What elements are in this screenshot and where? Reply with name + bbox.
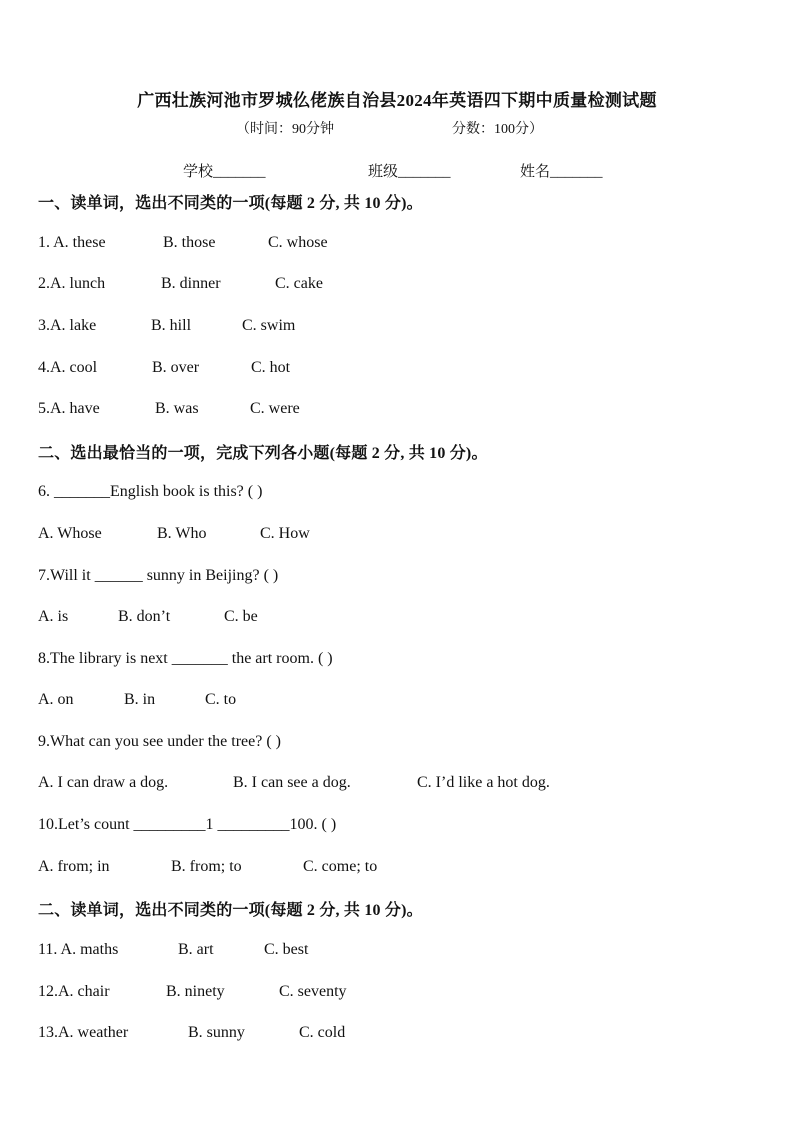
option-a: A. Whose bbox=[38, 525, 102, 542]
school-field: 学校_______ bbox=[183, 164, 266, 180]
name-field: 姓名_______ bbox=[520, 164, 603, 180]
option-c: C. seventy bbox=[279, 983, 347, 1000]
option-a: 11. A. maths bbox=[38, 941, 119, 958]
question-10-stem: 10.Let’s count _________1 _________100. ( ) bbox=[38, 816, 337, 833]
exam-time: （时间：90分钟 bbox=[236, 122, 334, 137]
option-b: B. from; to bbox=[171, 858, 242, 875]
option-a: A. I can draw a dog. bbox=[38, 774, 169, 791]
option-a: 3.A. lake bbox=[38, 317, 97, 334]
exam-score: 分数：100分） bbox=[452, 122, 543, 137]
question-9-stem: 9.What can you see under the tree? ( ) bbox=[38, 733, 281, 750]
section-heading-3: 二、读单词，选出不同类的一项(每题 2 分, 共 10 分)。 bbox=[38, 902, 423, 919]
page-title: 广西壮族河池市罗城仫佬族自治县2024年英语四下期中质量检测试题 bbox=[137, 91, 657, 110]
option-c: C. whose bbox=[268, 234, 328, 251]
question-13 bbox=[0, 1024, 794, 1046]
option-b: B. in bbox=[124, 691, 156, 708]
option-c: C. cold bbox=[299, 1024, 346, 1041]
option-c: C. cake bbox=[275, 275, 323, 292]
option-c: C. I’d like a hot dog. bbox=[417, 774, 550, 791]
option-a: A. on bbox=[38, 691, 74, 708]
option-a: 12.A. chair bbox=[38, 983, 110, 1000]
option-a: A. is bbox=[38, 608, 69, 625]
question-6-stem: 6. _______English book is this? ( ) bbox=[38, 483, 263, 500]
question-10-options bbox=[0, 858, 794, 880]
question-7-options bbox=[0, 608, 794, 630]
option-a: 1. A. these bbox=[38, 234, 106, 251]
option-b: B. sunny bbox=[188, 1024, 245, 1041]
question-9-options bbox=[0, 774, 794, 796]
section-heading-2: 二、选出最恰当的一项，完成下列各小题(每题 2 分, 共 10 分)。 bbox=[38, 445, 488, 462]
option-c: C. best bbox=[264, 941, 309, 958]
option-b: B. I can see a dog. bbox=[233, 774, 351, 791]
option-b: B. ninety bbox=[166, 983, 225, 1000]
option-a: 2.A. lunch bbox=[38, 275, 106, 292]
question-4 bbox=[0, 359, 794, 381]
option-b: B. those bbox=[163, 234, 216, 251]
question-5 bbox=[0, 400, 794, 422]
question-8-options bbox=[0, 691, 794, 713]
option-b: B. don’t bbox=[118, 608, 171, 625]
class-field: 班级_______ bbox=[368, 164, 451, 180]
option-c: C. be bbox=[224, 608, 258, 625]
question-7-stem: 7.Will it ______ sunny in Beijing? ( ) bbox=[38, 567, 279, 584]
question-1 bbox=[0, 234, 794, 256]
option-b: B. was bbox=[155, 400, 199, 417]
option-b: B. art bbox=[178, 941, 214, 958]
option-c: C. How bbox=[260, 525, 310, 542]
option-b: B. over bbox=[152, 359, 200, 376]
option-c: C. were bbox=[250, 400, 300, 417]
question-8-stem: 8.The library is next _______ the art room. ( ) bbox=[38, 650, 333, 667]
option-c: C. come; to bbox=[303, 858, 378, 875]
option-b: B. dinner bbox=[161, 275, 221, 292]
option-a: A. from; in bbox=[38, 858, 110, 875]
question-3 bbox=[0, 317, 794, 339]
option-b: B. Who bbox=[157, 525, 207, 542]
section-heading-1: 一、读单词，选出不同类的一项(每题 2 分, 共 10 分)。 bbox=[38, 195, 423, 212]
option-a: 13.A. weather bbox=[38, 1024, 129, 1041]
option-b: B. hill bbox=[151, 317, 192, 334]
question-12 bbox=[0, 983, 794, 1005]
option-c: C. hot bbox=[251, 359, 291, 376]
question-6-options bbox=[0, 525, 794, 547]
question-2 bbox=[0, 275, 794, 297]
option-c: C. to bbox=[205, 691, 237, 708]
option-a: 4.A. cool bbox=[38, 359, 98, 376]
option-c: C. swim bbox=[242, 317, 296, 334]
question-11 bbox=[0, 941, 794, 963]
option-a: 5.A. have bbox=[38, 400, 100, 417]
